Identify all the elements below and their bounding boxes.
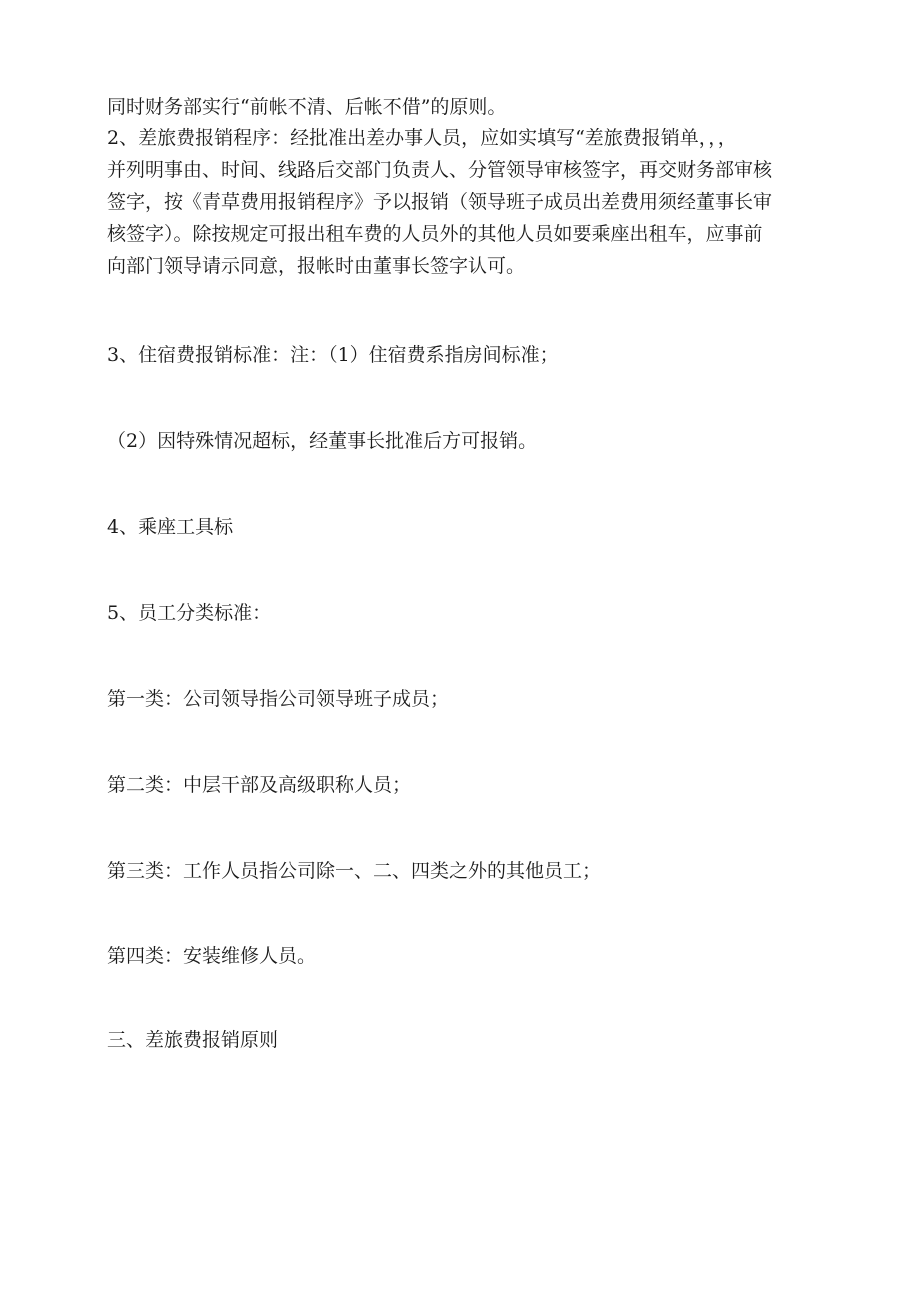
class-three: 第三类：工作人员指公司除一、二、四类之外的其他员工； bbox=[107, 860, 602, 882]
paragraph-line-principle: 同时财务部实行“前帐不清、后帐不借”的原则。 bbox=[107, 96, 507, 118]
section-heading-reimbursement-principles: 三、差旅费报销原则 bbox=[107, 1029, 279, 1051]
class-four: 第四类：安装维修人员。 bbox=[107, 945, 317, 967]
paragraph-line-procedure-5: 向部门领导请示同意，报帐时由董事长签字认可。 bbox=[107, 255, 526, 277]
paragraph-line-procedure-3: 签字，按《青草费用报销程序》予以报销（领导班子成员出差费用须经董事长审 bbox=[107, 191, 773, 213]
item-staff-classification: 5、员工分类标准： bbox=[107, 602, 272, 624]
item-transport-standard: 4、乘座工具标 bbox=[107, 516, 234, 538]
paragraph-line-procedure-1: 2、差旅费报销程序：经批准出差办事人员，应如实填写“差旅费报销单，，， bbox=[107, 127, 737, 149]
class-one: 第一类：公司领导指公司领导班子成员； bbox=[107, 688, 450, 710]
paragraph-line-procedure-2: 并列明事由、时间、线路后交部门负责人、分管领导审核签字，再交财务部审核 bbox=[107, 159, 773, 181]
paragraph-line-procedure-4: 核签字）。除按规定可报出租车费的人员外的其他人员如要乘座出租车，应事前 bbox=[107, 223, 763, 245]
item-lodging-note-2: （2）因特殊情况超标，经董事长批准后方可报销。 bbox=[107, 430, 538, 452]
item-lodging-standard: 3、住宿费报销标准：注：（1）住宿费系指房间标准； bbox=[107, 344, 559, 366]
class-two: 第二类：中层干部及高级职称人员； bbox=[107, 774, 412, 796]
